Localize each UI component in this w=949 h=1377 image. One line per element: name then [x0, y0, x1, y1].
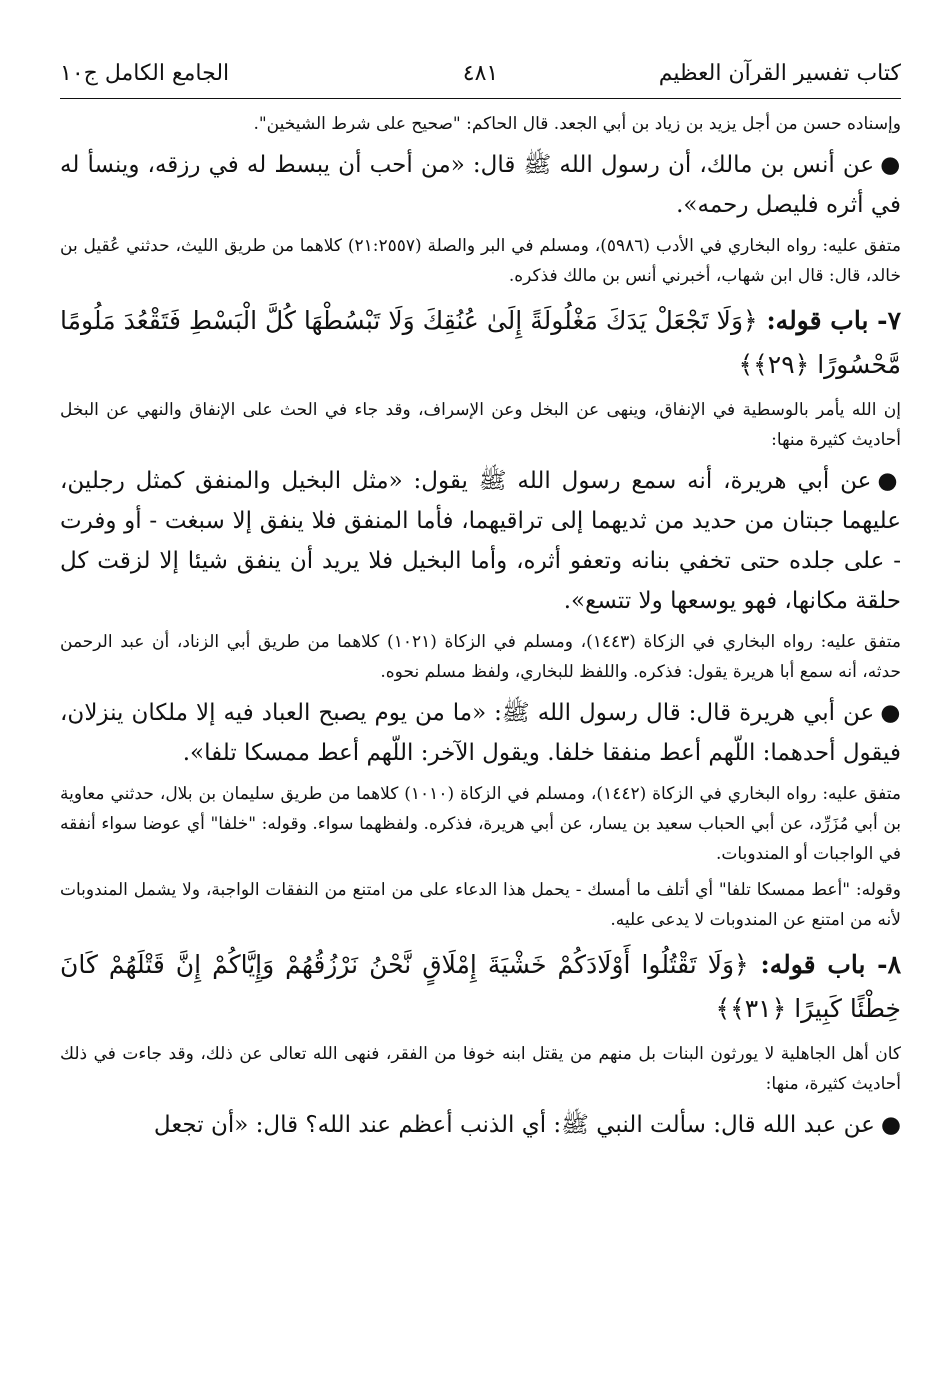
paragraph-isnad-note: وإسناده حسن من أجل يزيد بن زياد بن أبي الجعد. قال الحاكم: "صحيح على شرط الشيخين".	[253, 114, 901, 134]
commentary-paragraph: كان أهل الجاهلية لا يورثون البنات بل منهم من يقتل ابنه خوفا من الفقر، فنهى الله تعالى عن ذلك، وقد جاءت في ذلك أحاديث كثيرة، منها:	[60, 1044, 901, 1094]
quran-verse: ﴿وَلَا تَقْتُلُوا أَوْلَادَكُمْ خَشْيَةَ إِمْلَاقٍ نَّحْنُ نَرْزُقُهُمْ وَإِيَّاكُمْ إِنَّ قَتْلَهُمْ كَانَ خِطْئًا كَبِيرًا ﴿٣١﴾﴾	[60, 950, 901, 1023]
chapter-heading	[60, 299, 901, 387]
book-title: كتاب تفسير القرآن العظيم	[658, 61, 901, 86]
bullet-icon: ●	[877, 467, 901, 494]
page-header	[60, 50, 901, 99]
commentary-paragraph: وقوله: "أعط ممسكا تلفا" أي أتلف ما أمسك - يحمل هذا الدعاء على من امتنع من النفقات الواجبة، ولا يشمل المندوبات لأنه من امتنع عن المندوبات لا يدعى عليه.	[60, 880, 901, 930]
chapter-label: ٨- باب قوله:	[760, 950, 901, 979]
chapter-heading	[60, 943, 901, 1031]
page-number: ٤٨١	[462, 61, 499, 86]
hadith-paragraph: ●عن أبي هريرة قال: قال رسول الله ﷺ: «ما من يوم يصبح العباد فيه إلا ملكان ينزلان، فيقول أحدهما: اللّهم أعط منفقا خلفا. ويقول الآخر: اللّهم أعط ممسكا تلفا».	[60, 699, 901, 766]
commentary-paragraph: إن الله يأمر بالوسطية في الإنفاق، وينهى عن البخل وعن الإسراف، وقد جاء في الحث على الإنفاق والنهي عن البخل أحاديث كثيرة منها:	[60, 400, 901, 450]
book-page	[60, 50, 901, 1151]
chapter-label: ٧- باب قوله:	[766, 306, 901, 335]
hadith-paragraph: ●عن أبي هريرة، أنه سمع رسول الله ﷺ يقول: «مثل البخيل والمنفق كمثل رجلين، عليهما جبتان من حديد من ثديهما إلى تراقيهما، فأما المنفق فلا ينفق إلا سبغت - أو وفرت - على جلده حتى تخفي بنانه وتعفو أثره، وأما البخيل فلا يريد أن ينفق شيئا إلا لزقت كل حلقة مكانها، فهو يوسعها ولا تتسع».	[60, 467, 901, 614]
page-body	[60, 109, 901, 1145]
hadith-paragraph: ●عن عبد الله قال: سألت النبي ﷺ: أي الذنب أعظم عند الله؟ قال: «أن تجعل	[153, 1111, 901, 1138]
takhrij-note: متفق عليه: رواه البخاري في الزكاة (١٤٤٣)، ومسلم في الزكاة (١٠٢١) كلاهما من طريق أبي الزناد، أن عبد الرحمن حدثه، أنه سمع أبا هريرة يقول: فذكره. واللفظ للبخاري، ولفظ مسلم نحوه.	[60, 632, 901, 682]
takhrij-note: متفق عليه: رواه البخاري في الزكاة (١٤٤٢)، ومسلم في الزكاة (١٠١٠) كلاهما من طريق سليمان بن بلال، حدثني معاوية بن أبي مُزَرِّد، عن أبي الحباب سعيد بن يسار، عن أبي هريرة، فذكره. ولفظهما سواء. وقوله: "خلفا" أي عوضا سواء أنفقه في الواجبات أو المندوبات.	[60, 784, 901, 864]
bullet-icon: ●	[880, 151, 902, 178]
collection-title: الجامع الكامل ج١٠	[60, 61, 230, 86]
bullet-icon: ●	[880, 699, 901, 726]
bullet-icon: ●	[880, 1111, 901, 1138]
quran-verse: ﴿وَلَا تَجْعَلْ يَدَكَ مَغْلُولَةً إِلَىٰ عُنُقِكَ وَلَا تَبْسُطْهَا كُلَّ الْبَسْطِ فَتَقْعُدَ مَلُومًا مَّحْسُورًا ﴿٢٩﴾﴾	[60, 306, 901, 379]
takhrij-note: متفق عليه: رواه البخاري في الأدب (٥٩٨٦)، ومسلم في البر والصلة (٢١:٢٥٥٧) كلاهما من طريق الليث، حدثني عُقيل بن خالد، قال: قال ابن شهاب، أخبرني أنس بن مالك فذكره.	[60, 236, 901, 286]
hadith-paragraph: ●عن أنس بن مالك، أن رسول الله ﷺ قال: «من أحب أن يبسط له في رزقه، وينسأ له في أثره فليصل رحمه».	[60, 151, 902, 218]
